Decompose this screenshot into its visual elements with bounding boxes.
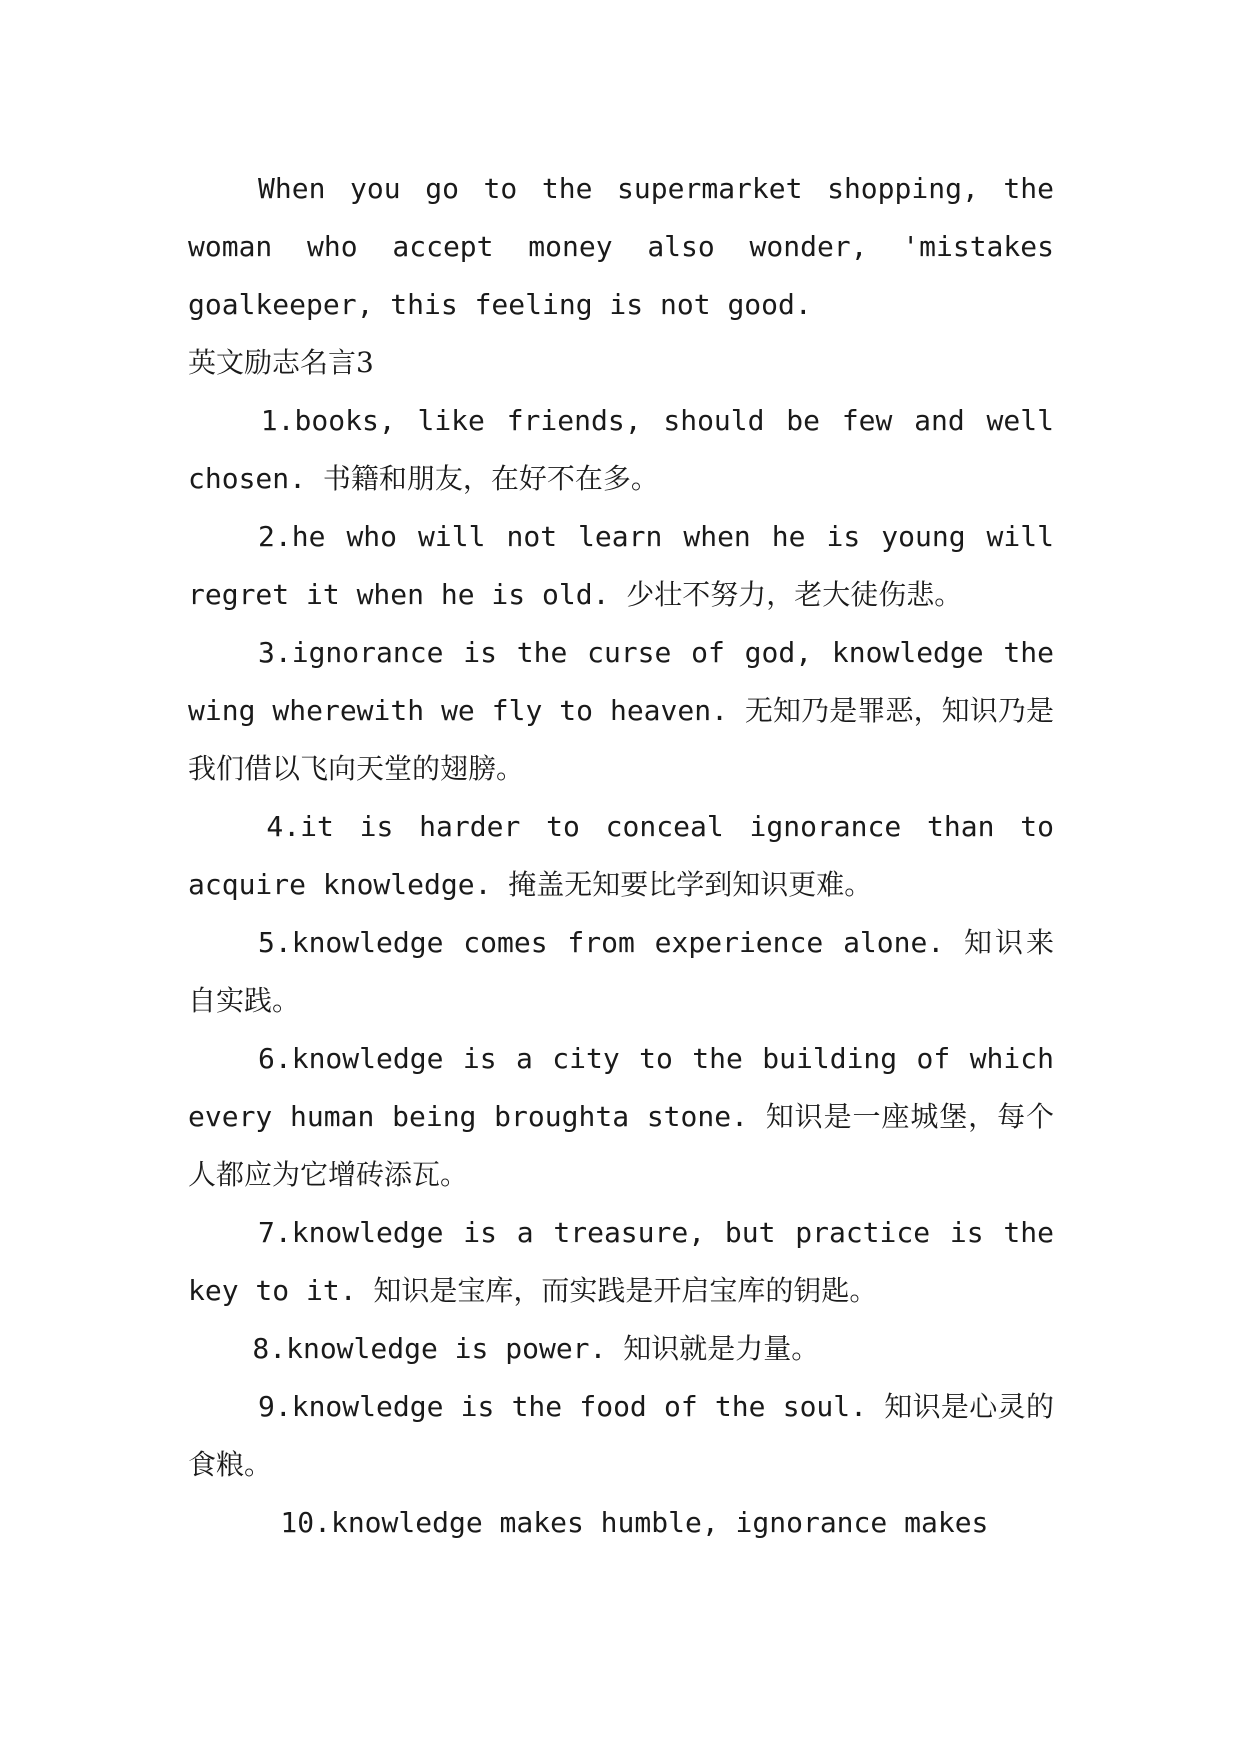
quote-item: 10.knowledge makes humble, ignorance makes (280, 1506, 989, 1539)
quote-item: 8.knowledge is power. 知识就是力量。 (252, 1332, 820, 1365)
quote-item: 1.books, like friends, should be few and well chosen. 书籍和朋友，在好不在多。 (188, 404, 1054, 495)
document-body (188, 160, 1054, 1552)
quote-item: 5.knowledge comes from experience alone. 知识来自实践。 (188, 926, 1054, 1017)
section-heading: 英文励志名言3 (188, 346, 374, 379)
quote-item: 9.knowledge is the food of the soul. 知识是心灵的食粮。 (188, 1390, 1054, 1481)
intro-paragraph: When you go to the supermarket shopping, the woman who accept money also wonder, 'mistakes goalkeeper, this feeling is not good. (188, 172, 1054, 321)
quote-item: 3.ignorance is the curse of god, knowledge the wing wherewith we fly to heaven. 无知乃是罪恶，知识乃是我们借以飞向天堂的翅膀。 (188, 636, 1054, 785)
quote-item: 2.he who will not learn when he is young will regret it when he is old. 少壮不努力，老大徒伤悲。 (188, 520, 1054, 611)
quote-item: 7.knowledge is a treasure, but practice is the key to it. 知识是宝库，而实践是开启宝库的钥匙。 (188, 1216, 1054, 1307)
quote-item: 6.knowledge is a city to the building of which every human being broughta stone. 知识是一座城堡，每个人都应为它增砖添瓦。 (188, 1042, 1054, 1191)
quote-item: 4.it is harder to conceal ignorance than to acquire knowledge. 掩盖无知要比学到知识更难。 (188, 810, 1054, 901)
